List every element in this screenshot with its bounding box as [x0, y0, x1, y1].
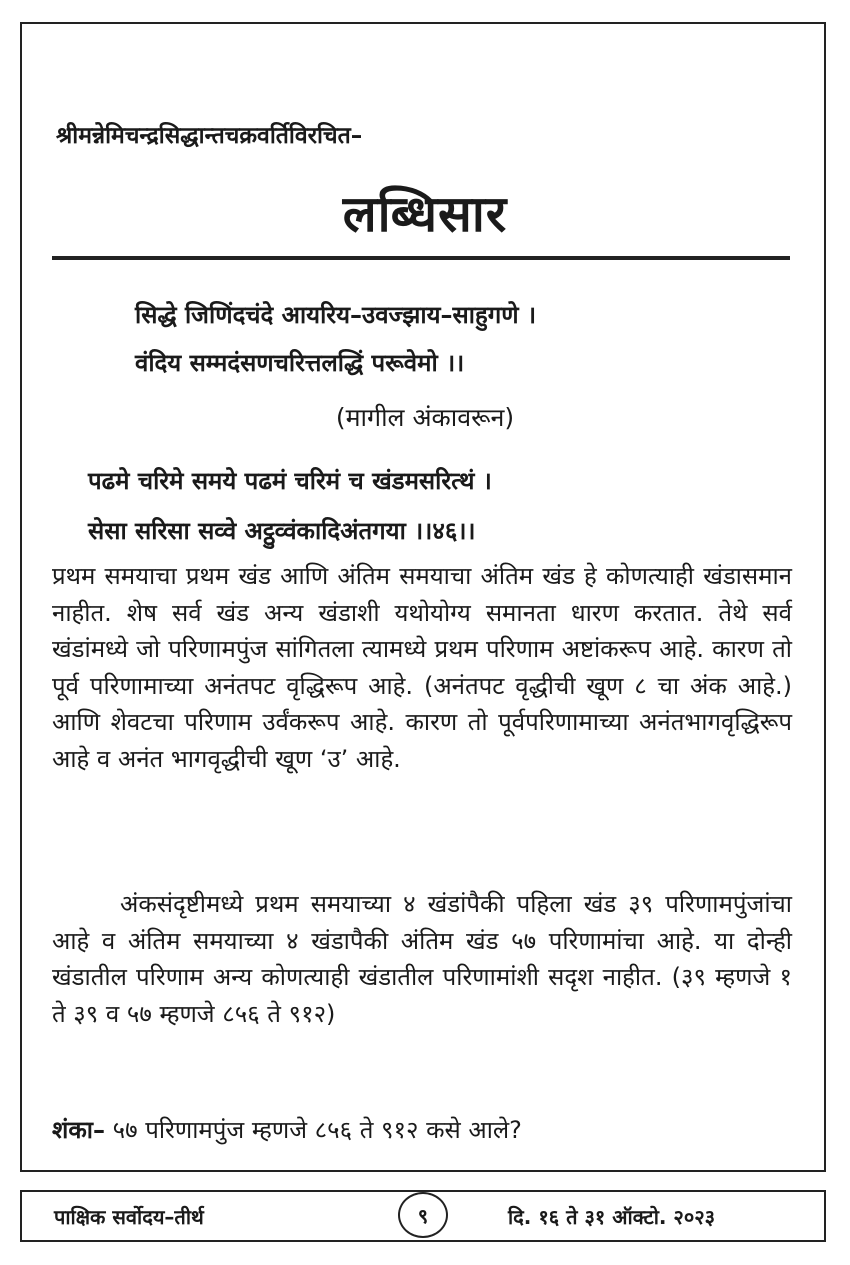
gatha-line-1: पढमे चरिमे समये पढमं चरिमं च खंडमसरित्थं ।: [88, 467, 492, 495]
attribution-line: श्रीमन्नेमिचन्द्रसिद्धान्तचक्रवर्तिविरचित–: [56, 123, 363, 149]
issue-date: दि. १६ ते ३१ ऑक्टो. २०२३: [508, 1205, 716, 1229]
query-label: शंका–: [52, 1116, 105, 1144]
page-number: ९: [417, 1203, 429, 1228]
continued-note: (मागील अंकावरून): [335, 403, 515, 432]
gatha-line-2: सेसा सरिसा सव्वे अट्ठुव्वंकादिअंतगया ।।४६।।: [88, 517, 476, 545]
query-text: ५७ परिणामपुंज म्हणजे ८५६ ते ९१२ कसे आले?: [112, 1116, 522, 1144]
commentary-paragraph-2: [52, 886, 792, 1032]
page-title: लब्धिसार: [342, 185, 508, 243]
commentary-paragraph-1: [52, 558, 792, 777]
paragraph-text: अंकसंदृष्टीमध्ये प्रथम समयाच्या ४ खंडांपैकी पहिला खंड ३९ परिणामपुंजांचा आहे व अंतिम समयाच्या ४ खंडापैकी अंतिम खंड ५७ परिणामांचा आहे. या दोन्ही खंडातील परिणाम अन्य कोणत्याही खंडातील परिणामांशी सदृश नाहीत. (३९ म्हणजे १ ते ३९ व ५७ म्हणजे ८५६ ते ९१२): [52, 890, 792, 1028]
invocation-line-2: वंदिय सम्मदंसणचरित्तलद्धिं परूवेमो ।।: [135, 349, 465, 377]
page-number-badge: [398, 1192, 448, 1238]
paragraph-text: प्रथम समयाचा प्रथम खंड आणि अंतिम समयाचा अंतिम खंड हे कोणत्याही खंडासमान नाहीत. शेष सर्व खंड अन्य खंडाशी यथोयोग्य समानता धारण करतात. तेथे सर्व खंडांमध्ये जो परिणामपुंज सांगितला त्यामध्ये प्रथम परिणाम अष्टांकरूप आहे. कारण तो पूर्व परिणामाच्या अनंतपट वृद्धिरूप आहे. (अनंतपट वृद्धीची खूण ८ चा अंक आहे.) आणि शेवटचा परिणाम उर्वंकरूप आहे. कारण तो पूर्वपरिणामाच्या अनंतभागवृद्धिरूप आहे व अनंत भागवृद्धीची खूण ‘उ’ आहे.: [52, 562, 792, 773]
query-line: [52, 1113, 522, 1146]
invocation-line-1: सिद्धे जिणिंदचंदे आयरिय–उवज्झाय–साहुगणे ।: [135, 301, 537, 329]
publication-name: पाक्षिक सर्वोदय–तीर्थ: [54, 1205, 204, 1229]
title-divider: [52, 256, 790, 260]
